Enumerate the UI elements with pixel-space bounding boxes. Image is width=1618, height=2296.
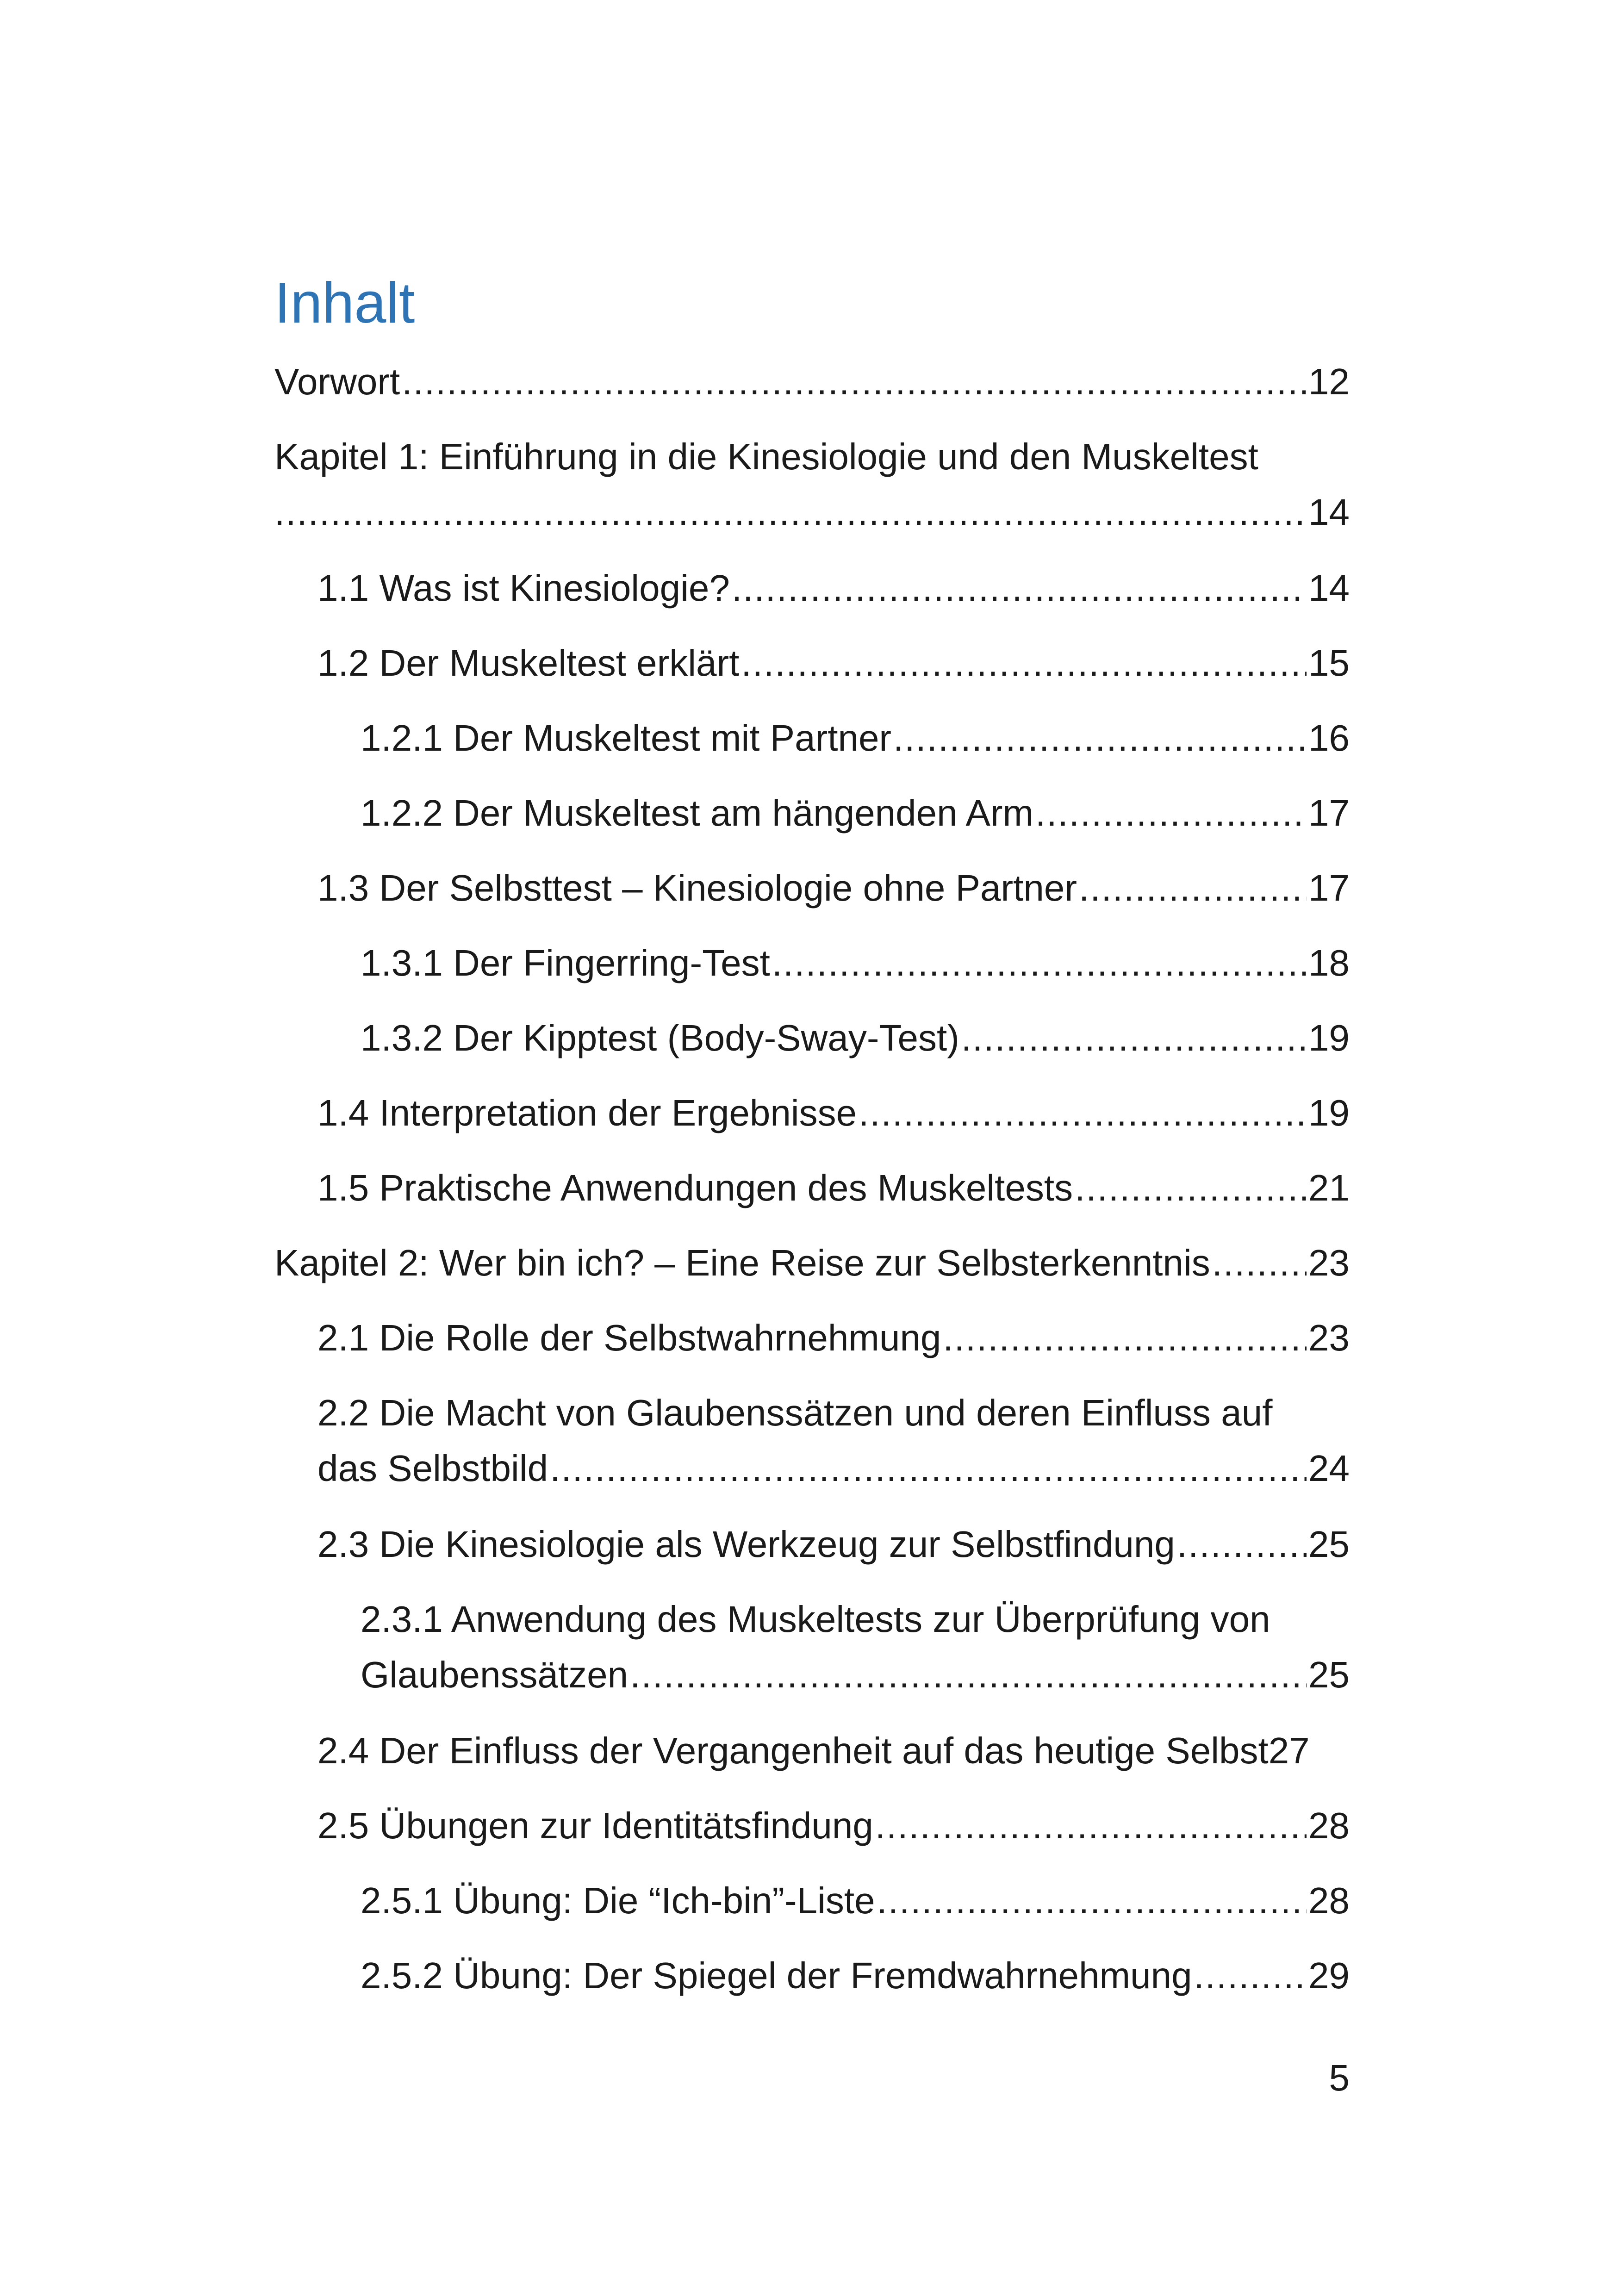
dot-leader (943, 1310, 1307, 1366)
dot-leader (893, 710, 1307, 766)
toc-entry-1-3-2[interactable] (361, 1010, 1350, 1066)
toc-entry-page: 23 (1308, 1317, 1350, 1358)
toc-entry-page: 25 (1308, 1654, 1350, 1695)
dot-leader (1194, 1948, 1307, 2004)
dot-leader (732, 560, 1307, 616)
toc-entry-vorwort[interactable] (274, 354, 1350, 410)
toc-entry-title: 2.5 Übungen zur Identitätsfindung (317, 1805, 873, 1846)
toc-entry-title: 1.3.1 Der Fingerring-Test (361, 942, 770, 983)
toc-entry-page: 17 (1308, 867, 1350, 908)
toc-entry-1-4[interactable] (317, 1085, 1350, 1141)
dot-leader (772, 935, 1307, 991)
toc-entry-1-2[interactable] (317, 635, 1350, 691)
toc-entry-page: 19 (1308, 1092, 1350, 1133)
toc-entry-title: 1.5 Praktische Anwendungen des Muskeltests (317, 1167, 1073, 1208)
toc-entry-page: 12 (1308, 361, 1350, 402)
toc-entry-page: 28 (1308, 1880, 1350, 1921)
toc-entry-page: 14 (1308, 567, 1350, 609)
toc-entry-page: 14 (1308, 492, 1350, 533)
toc-entry-1-3[interactable] (317, 860, 1350, 916)
toc-entry-2-2[interactable] (317, 1385, 1350, 1496)
toc-entry-title: 2.1 Die Rolle der Selbstwahrnehmung (317, 1317, 941, 1358)
toc-entry-page: 25 (1308, 1524, 1350, 1565)
toc-entry-page: 15 (1308, 642, 1350, 684)
toc-entry-title: 2.2 Die Macht von Glaubenssätzen und deren Einfluss auf (317, 1392, 1273, 1433)
toc-entry-2-5-2[interactable] (361, 1948, 1350, 2004)
toc-entry-page: 19 (1308, 1017, 1350, 1058)
page-number: 5 (1329, 2057, 1350, 2098)
toc-entry-page: 23 (1308, 1242, 1350, 1283)
toc-entry-title: 1.2.2 Der Muskeltest am hängenden Arm (361, 792, 1034, 834)
toc-entry-page: 24 (1308, 1448, 1350, 1489)
toc-entry-page: 21 (1308, 1167, 1350, 1208)
toc-entry-title-continued: das Selbstbild (317, 1448, 548, 1489)
toc-entry-title: 1.2 Der Muskeltest erklärt (317, 642, 740, 684)
dot-leader (1212, 1235, 1307, 1291)
toc-entry-title: 2.5.1 Übung: Die “Ich-bin”-Liste (361, 1880, 875, 1921)
toc-entry-title: 1.2.1 Der Muskeltest mit Partner (361, 717, 892, 759)
toc-heading: Inhalt (274, 271, 415, 335)
toc-entry-2-3-1[interactable] (361, 1592, 1350, 1703)
toc-entry-2-4[interactable] (317, 1723, 1350, 1779)
dot-leader (741, 635, 1307, 691)
toc-entry-1-1[interactable] (317, 560, 1350, 616)
toc-entry-title: Kapitel 2: Wer bin ich? – Eine Reise zur Selbsterkenntnis (274, 1242, 1210, 1283)
toc-entry-title: 2.3 Die Kinesiologie als Werkzeug zur Selbstfindung (317, 1524, 1175, 1565)
toc-entry-title: 2.5.2 Übung: Der Spiegel der Fremdwahrnehmung (361, 1955, 1192, 1996)
toc-entry-title: Vorwort (274, 361, 400, 402)
toc-entry-1-2-1[interactable] (361, 710, 1350, 766)
toc-entry-2-5[interactable] (317, 1798, 1350, 1854)
dot-leader (859, 1085, 1307, 1141)
toc-entry-page: 28 (1308, 1805, 1350, 1846)
toc-entry-title: 1.3 Der Selbsttest – Kinesiologie ohne Partner (317, 867, 1077, 908)
dot-leader (1079, 860, 1307, 916)
dot-leader (961, 1010, 1307, 1066)
dot-leader (1177, 1517, 1307, 1572)
toc-entry-kapitel-2[interactable] (274, 1235, 1350, 1291)
toc-entry-page: 17 (1308, 792, 1350, 834)
dot-leader (1035, 785, 1307, 841)
dot-leader (1075, 1160, 1307, 1216)
toc-entry-title-continued: Glaubenssätzen (361, 1654, 629, 1695)
toc-entry-kapitel-1[interactable] (274, 429, 1350, 540)
toc-entry-title: 1.1 Was ist Kinesiologie? (317, 567, 730, 609)
dot-leader (550, 1441, 1307, 1496)
toc-entry-1-5[interactable] (317, 1160, 1350, 1216)
toc-entry-title: 2.4 Der Einfluss der Vergangenheit auf das heutige Selbst (317, 1730, 1269, 1771)
toc-entry-page: 27 (1268, 1730, 1310, 1771)
toc-entry-2-1[interactable] (317, 1310, 1350, 1366)
toc-entry-2-5-1[interactable] (361, 1873, 1350, 1929)
toc-entry-2-3[interactable] (317, 1517, 1350, 1572)
dot-leader (875, 1798, 1307, 1854)
dot-leader (877, 1873, 1307, 1929)
toc-entry-title: Kapitel 1: Einführung in die Kinesiologie und den Muskeltest (274, 436, 1258, 477)
toc-entry-title: 1.3.2 Der Kipptest (Body-Sway-Test) (361, 1017, 959, 1058)
toc-entry-1-2-2[interactable] (361, 785, 1350, 841)
dot-leader (402, 354, 1307, 410)
toc-entry-1-3-1[interactable] (361, 935, 1350, 991)
toc-entry-title: 1.4 Interpretation der Ergebnisse (317, 1092, 857, 1133)
dot-leader (630, 1647, 1307, 1703)
toc-entry-title: 2.3.1 Anwendung des Muskeltests zur Überprüfung von (361, 1599, 1270, 1640)
toc-entry-page: 16 (1308, 717, 1350, 759)
toc-entry-page: 18 (1308, 942, 1350, 983)
toc-entry-page: 29 (1308, 1955, 1350, 1996)
dot-leader (274, 485, 1307, 540)
